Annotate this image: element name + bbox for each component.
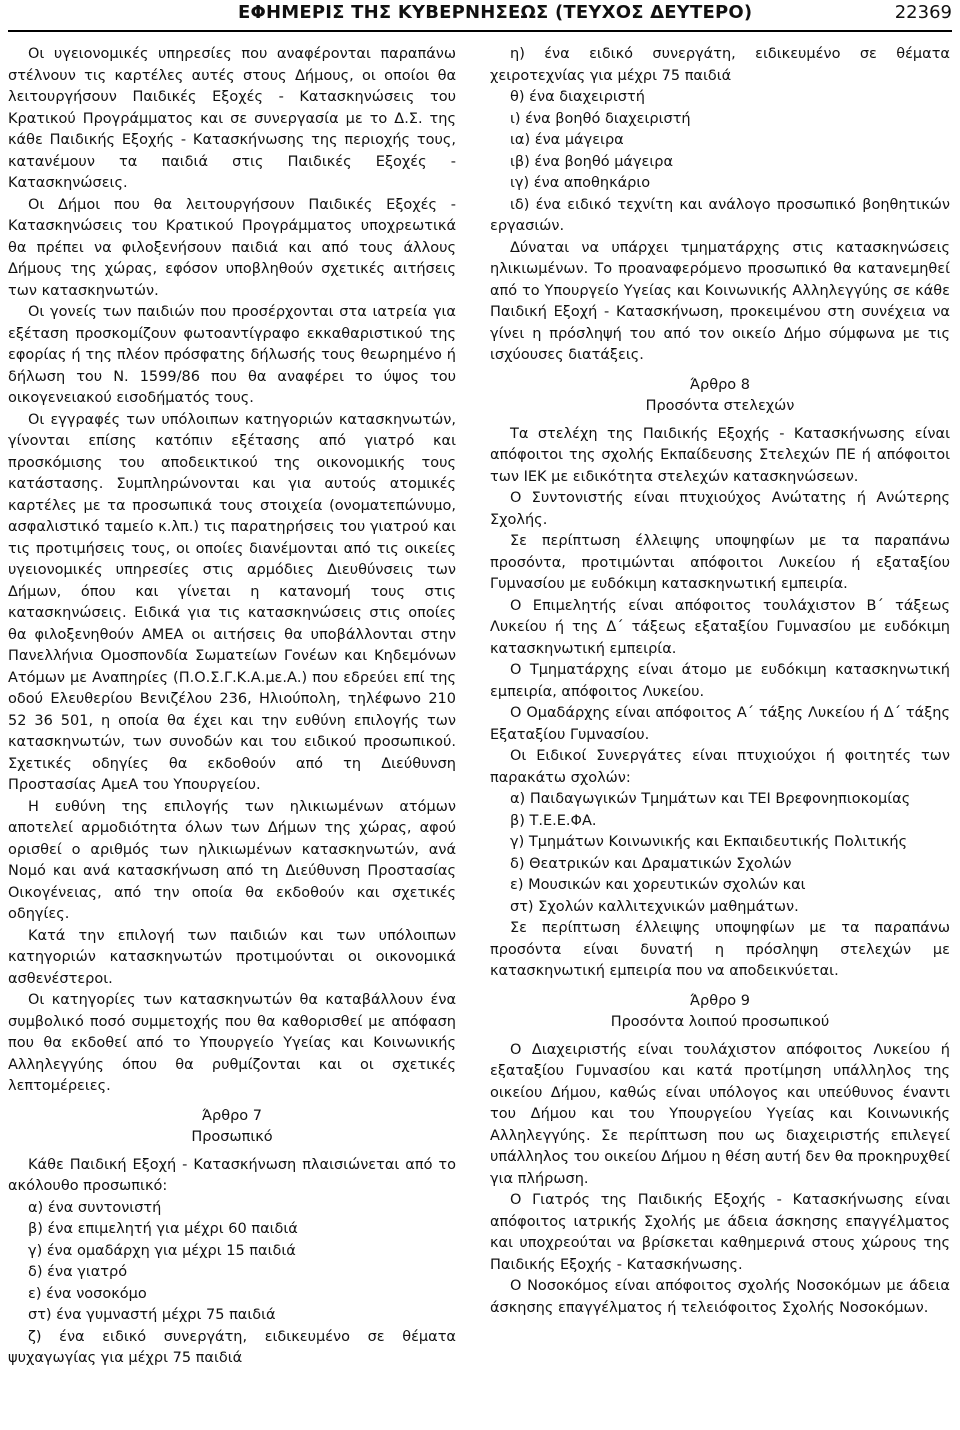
list-item: στ) Σχολών καλλιτεχνικών μαθημάτων. <box>510 898 799 915</box>
paragraph: Κατά την επιλογή των παιδιών και των υπόλοιπων κατηγοριών κατασκηνωτών προτιμούνται οι οικονομικά ασθενέστεροι. <box>8 927 456 987</box>
paragraph: Ο Νοσοκόμος είναι απόφοιτος σχολής Νοσοκόμων με άδεια άσκησης επαγγέλματος ή τελειόφοιτος Σχολής Νοσοκόμων. <box>490 1278 950 1316</box>
list-item: γ) Τμημάτων Κοινωνικής και Εκπαιδευτικής Πολιτικής <box>510 834 908 850</box>
page-header <box>0 0 960 28</box>
list-item: θ) ένα διαχειριστή <box>510 89 645 105</box>
paragraph: Οι Ειδικοί Συνεργάτες είναι πτυχιούχοι ή φοιτητές των παρακάτω σχολών: <box>490 748 950 786</box>
list-item: ιγ) ένα αποθηκάριο <box>510 175 651 191</box>
paragraph: Η ευθύνη της επιλογής των ηλικιωμένων ατόμων αποτελεί αρμοδιότητα όλων των Δήμων της χώρας, αφού ορισθεί ο αριθμός των ηλικιωμένων κατασκηνωτών, ανά Νομό και ανά κατασκήνωση από τη Διεύθυνση Προστασίας Οικογένειας, από την οποία θα εκδοθούν και σχετικές οδηγίες. <box>8 798 456 922</box>
article-7-title: Άρθρο 7 <box>201 1107 263 1124</box>
paragraph: Σε περίπτωση έλλειψης υποψηφίων με τα παραπάνω προσόντα, προτιμώνται απόφοιτοι Λυκείου ή εξαταξίου Γυμνασίου με ευδόκιμη κατασκηνωτική εμπειρία. <box>490 533 950 592</box>
page-number: 22369 <box>894 2 952 23</box>
list-item: ε) ένα νοσοκόμο <box>28 1285 147 1302</box>
list-item: ε) Μουσικών και χορευτικών σχολών και <box>510 877 806 893</box>
article-9-title: Άρθρο 9 <box>689 992 751 1009</box>
paragraph: Δύναται να υπάρχει τμηματάρχης στις κατασκηνώσεις ηλικιωμένων. Το προαναφερόμενο προσωπικό θα κατανεμηθεί από το Υπουργείο Υγείας και Κοινωνικής Αλληλεγγύης σε κάθε Παιδική Εξοχή - Κατασκήνωση, προκειμένου στη συνέχεια να γίνει η πρόσληψή του από τον οικείο Δήμο σύμφωνα με τις ισχύουσες διατάξεις. <box>490 239 950 363</box>
article-7-subtitle: Προσωπικό <box>191 1129 273 1145</box>
article-9-subtitle: Προσόντα λοιπού προσωπικού <box>610 1014 830 1030</box>
list-item: η) ένα ειδικό συνεργάτη, ειδικευμένο σε θέματα χειροτεχνίας για μέχρι 75 παιδιά <box>490 46 950 84</box>
paragraph: Ο Διαχειριστής είναι τουλάχιστον απόφοιτος Λυκείου ή εξαταξίου Γυμνασίου και κατά προτίμηση υπάλληλος της οικείου Δήμου, καθώς είναι υπόλογος και υπεύθυνος έναντι του Δήμου και του Υπουργείου Υγείας και Κοινωνικής Αλληλεγγύης. Σε περίπτωση που ως διαχειριστής επιλεγεί υπάλληλος του οικείου Δήμου η θέση αυτή δεν θα προκηρυχθεί για πλήρωση. <box>490 1041 950 1187</box>
paragraph: Τα στελέχη της Παιδικής Εξοχής - Κατασκήνωσης είναι απόφοιτοι της σχολής Εκπαίδευσης Στελεχών ΠΕ ή απόφοιτοι των ΙΕΚ με ειδικότητα στελεχών κατασκηνώσεων. <box>490 425 950 485</box>
article-8-title: Άρθρο 8 <box>689 376 751 393</box>
paragraph: Ο Ομαδάρχης είναι απόφοιτος Α΄ τάξης Λυκείου ή Δ΄ τάξης Εξαταξίου Γυμνασίου. <box>490 705 950 743</box>
paragraph: Οι Δήμοι που θα λειτουργήσουν Παιδικές Εξοχές - Κατασκηνώσεις του Κρατικού Προγράμματος υποχρεωτικά θα πρέπει να φιλοξενήσουν παιδιά και από τους άλλους Δήμους της χώρας, εφόσον υποβληθούν σχετικές αιτήσεις των κατασκηνωτών. <box>8 196 456 299</box>
paragraph: Οι γονείς των παιδιών που προσέρχονται στα ιατρεία για εξέταση προσκομίζουν φωτοαντίγραφο εκκαθαριστικού της εφορίας ή της πλέον πρόσφατης δήλωσής τους θεωρημένο ή δήλωση του Ν. 1599/86 που θα αναφέρει το ύψος του οικογενειακού εισοδήματός τους. <box>8 304 456 406</box>
list-item: α) Παιδαγωγικών Τμημάτων και ΤΕΙ Βρεφονηπιοκομίας <box>510 791 911 807</box>
paragraph: Σε περίπτωση έλλειψης υποψηφίων με τα παραπάνω προσόντα είναι δυνατή η πρόσληψη στελεχών με κατασκηνωτική εμπειρία που να αποδεικνύεται. <box>490 920 950 979</box>
header-rule <box>8 30 952 32</box>
list-item: δ) ένα γιατρό <box>28 1264 128 1280</box>
list-item: ιβ) ένα βοηθό μάγειρα <box>510 153 674 170</box>
paragraph: Κάθε Παιδική Εξοχή - Κατασκήνωση πλαισιώνεται από το ακόλουθο προσωπικό: <box>8 1156 456 1194</box>
list-item: ζ) ένα ειδικό συνεργάτη, ειδικευμένο σε θέματα ψυχαγωγίας για μέχρι 75 παιδιά <box>8 1328 456 1366</box>
left-column <box>8 44 456 1370</box>
paragraph: Οι κατηγορίες των κατασκηνωτών θα καταβάλλουν ένα συμβολικό ποσό συμμετοχής που θα καθορισθεί με απόφαση που θα εκδοθεί από το Υπουργείο Υγείας και Κοινωνικής Αλληλεγγύης όπου θα ρυθμίζονται και οι σχετικές λεπτομέρειες. <box>8 992 456 1094</box>
paragraph: Ο Επιμελητής είναι απόφοιτος τουλάχιστον Β΄ τάξεως Λυκείου ή της Δ΄ τάξεως εξαταξίου Γυμνασίου με ευδόκιμη κατασκηνωτική εμπειρία. <box>490 597 950 657</box>
paragraph: Ο Συντονιστής είναι πτυχιούχος Ανώτατης ή Ανώτερης Σχολής. <box>490 490 950 528</box>
list-item: β) ένα επιμελητή για μέχρι 60 παιδιά <box>28 1221 298 1237</box>
list-item: στ) ένα γυμναστή μέχρι 75 παιδιά <box>28 1307 276 1323</box>
paragraph: Ο Τμηματάρχης είναι άτομο με ευδόκιμη κατασκηνωτική εμπειρία, απόφοιτος Λυκείου. <box>490 662 950 700</box>
paragraph: Ο Γιατρός της Παιδικής Εξοχής - Κατασκήνωσης είναι απόφοιτος ιατρικής Σχολής με άδεια άσκησης επαγγέλματος και υποχρεούται να βρίσκεται καθημερινά στους χώρους της Παιδικής Εξοχής - Κατασκήνωσης. <box>490 1192 950 1273</box>
list-item: ια) ένα μάγειρα <box>510 132 624 148</box>
list-item: γ) ένα ομαδάρχη για μέχρι 15 παιδιά <box>28 1242 296 1259</box>
right-column <box>490 44 950 1319</box>
list-item: ι) ένα βοηθό διαχειριστή <box>510 110 691 127</box>
list-item: β) Τ.Ε.Ε.ΦΑ. <box>510 812 597 829</box>
article-8-subtitle: Προσόντα στελεχών <box>645 398 795 414</box>
list-item: ιδ) ένα ειδικό τεχνίτη και ανάλογο προσωπικό βοηθητικών εργασιών. <box>490 196 950 234</box>
paragraph: Οι εγγραφές των υπόλοιπων κατηγοριών κατασκηνωτών, γίνονται επίσης κατόπιν εξέτασης από γιατρό και προσκόμισης του αποδεικτικού της οικονομικής τους κατάστασης. Συμπληρώνονται και για αυτούς ατομικές καρτέλες με τα προσωπικά τους στοιχεία (ονοματεπώνυμο, ασφαλιστικό ταμείο κ.λπ.) τις παρατηρήσεις του γιατρού και τις προτιμήσεις τους, οι οποίες διανέμονται από τις οικείες υγειονομικές υπηρεσίες στις αρμόδιες Διευθύνσεις των Δήμων, όπου και γίνεται η κατανομή τους στις κατασκηνώσεις. Ειδικά για τις κατασκηνώσεις στις οποίες θα φιλοξενηθούν ΑΜΕΑ οι αιτήσεις θα υποβάλλονται στην Πανελλήνια Ομοσπονδία Σωματείων Γονέων και Κηδεμόνων Ατόμων με Αναπηρίες (Π.Ο.Σ.Γ.Κ.Α.με.Α.) που εδρεύει επί της οδού Ελευθερίου Βενιζέλου 236, Ηλιούπολη, τηλέφωνο 210 52 36 501, η οποία θα έχει και την ευθύνη επιλογής των κατασκηνωτών, των συνοδών και του ειδικού προσωπικού. Σχετικές οδηγίες θα εκδοθούν από τη Διεύθυνση Προστασίας ΑμεΑ του Υπουργείου. <box>8 411 456 793</box>
gazette-title: ΕΦΗΜΕΡΙΣ ΤΗΣ ΚΥΒΕΡΝΗΣΕΩΣ (ΤΕΥΧΟΣ ΔΕΥΤΕΡΟ) <box>238 2 753 23</box>
paragraph: Οι υγειονομικές υπηρεσίες που αναφέρονται παραπάνω στέλνουν τις καρτέλες αυτές στους Δήμους, οι οποίοι θα λειτουργήσουν Παιδικές Εξοχές - Κατασκηνώσεις του Κρατικού Προγράμματος και σε συνεργασία με το Δ.Σ. της κάθε Παιδικής Εξοχής - Κατασκήνωσης της περιοχής τους, κατανέμουν τα παιδιά στις Παιδικές Εξοχές - Κατασκηνώσεις. <box>8 46 456 191</box>
list-item: δ) Θεατρικών και Δραματικών Σχολών <box>510 855 792 872</box>
list-item: α) ένα συντονιστή <box>28 1199 162 1216</box>
